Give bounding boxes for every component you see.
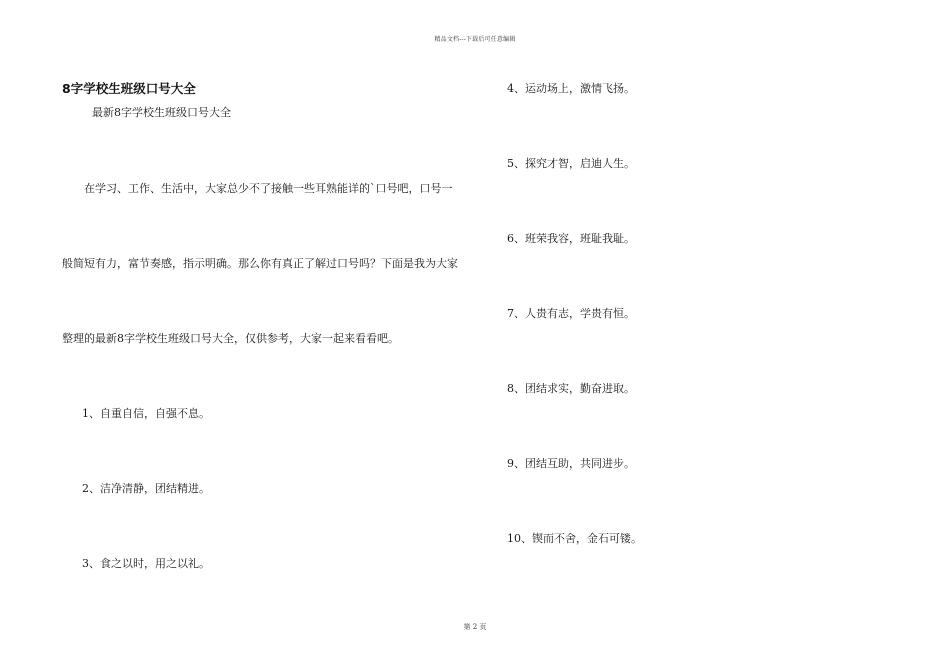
document-title: 8字学校生班级口号大全 <box>62 81 196 96</box>
slogan-item-1: 1、自重自信，自强不息。 <box>82 407 210 420</box>
page-number: 第 2 页 <box>463 623 487 631</box>
slogan-item-7: 7、人贵有志，学贵有恒。 <box>507 307 635 320</box>
slogan-item-9: 9、团结互助，共同进步。 <box>507 457 635 470</box>
slogan-item-3: 3、食之以时，用之以礼。 <box>82 557 210 570</box>
intro-line-2: 般简短有力，富节奏感，指示明确。那么你有真正了解过口号吗？下面是我为大家 <box>62 257 458 270</box>
slogan-item-8: 8、团结求实，勤奋进取。 <box>507 382 635 395</box>
slogan-item-10: 10、锲而不舍，金石可镂。 <box>507 532 642 545</box>
slogan-item-4: 4、运动场上，激情飞扬。 <box>507 82 635 95</box>
header-note: 精品文档---下载后可任意编辑 <box>434 36 516 43</box>
document-subtitle: 最新8字学校生班级口号大全 <box>92 106 231 119</box>
intro-line-1: 在学习、工作、生活中，大家总少不了接触一些耳熟能详的`口号吧，口号一 <box>84 182 453 195</box>
intro-line-3: 整理的最新8字学校生班级口号大全，仅供参考，大家一起来看看吧。 <box>62 332 399 345</box>
slogan-item-2: 2、洁净清静，团结精进。 <box>82 482 210 495</box>
slogan-item-6: 6、班荣我容，班耻我耻。 <box>507 232 635 245</box>
slogan-item-5: 5、探究才智，启迪人生。 <box>507 157 635 170</box>
